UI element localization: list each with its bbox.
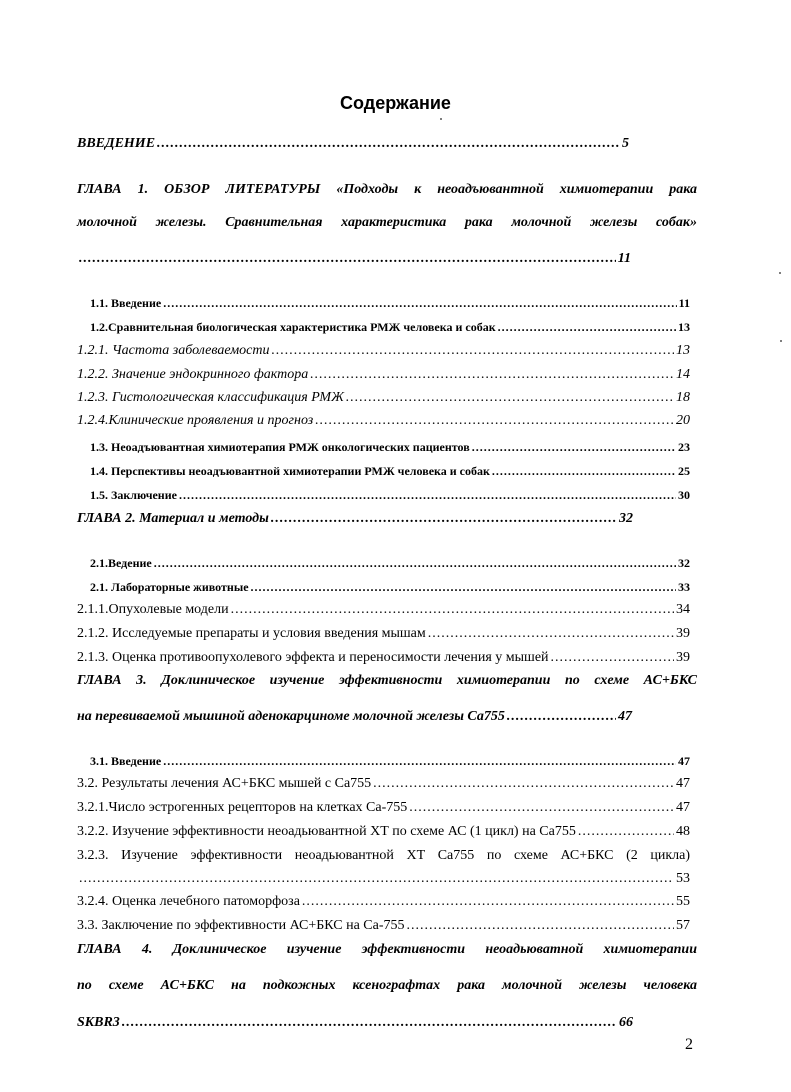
toc-chapter-3-line2[interactable] [77,707,632,727]
toc-entry-page: 66 [619,1015,633,1030]
toc-entry-3-1[interactable] [90,751,690,771]
toc-entry-page: 30 [678,488,690,502]
toc-entry-introduction[interactable] [77,134,629,154]
toc-entry-3-2-1[interactable] [77,798,690,818]
toc-entry-page: 47 [678,754,690,768]
toc-entry-text: 1.2.Сравнительная биологическая характеристика РМЖ человека и собак [90,320,496,334]
toc-entry-page: 14 [676,367,690,382]
dot-leader [271,509,617,529]
toc-entry-1-2-2[interactable] [77,365,690,385]
page-title: Содержание [340,93,451,113]
dot-leader [492,461,676,481]
dot-leader [472,437,676,457]
toc-entry-1-4[interactable] [90,461,690,481]
dot-leader [163,751,676,771]
toc-entry-text: 1.2.1. Частота заболеваемости [77,343,270,358]
dot-leader [498,317,676,337]
toc-entry-1-5[interactable] [90,485,690,505]
toc-chapter-1-line2[interactable]: молочной железы. Сравнительная характеристика рака молочной железы собак» [77,215,697,230]
toc-entry-page: 11 [617,251,631,266]
toc-entry-page: 39 [676,650,690,665]
toc-entry-3-2-2[interactable] [77,822,690,842]
toc-entry-page: 53 [676,871,690,886]
toc-entry-text: 1.3. Неоадъювантная химиотерапия РМЖ онкологических пациентов [90,440,470,454]
toc-chapter-3-line1[interactable]: ГЛАВА 3. Доклиническое изучение эффективности химиотерапии по схеме АС+БКС [77,673,697,688]
dot-leader [578,822,674,842]
toc-entry-text: ВВЕДЕНИЕ [77,136,156,151]
toc-entry-text: 2.1. Лабораторные животные [90,580,249,594]
toc-entry-page: 11 [678,296,690,310]
toc-entry-page: 57 [676,918,690,933]
toc-entry-text: 2.1.3. Оценка противоопухолевого эффекта и переносимости лечения у мышей [77,650,549,665]
toc-entry-text: 1.4. Перспективы неоадъювантной химиотерапии РМЖ человека и собак [90,464,490,478]
page-number: 2 [685,1036,693,1053]
dot-leader [79,869,674,889]
dot-leader [163,293,676,313]
toc-chapter-1-line1[interactable]: ГЛАВА 1. ОБЗОР ЛИТЕРАТУРЫ «Подходы к неоадъювантной химиотерапии рака [77,182,697,197]
toc-chapter-4-line3[interactable] [77,1013,633,1033]
toc-entry-page: 32 [619,511,633,526]
toc-entry-text: 3.1. Введение [90,754,162,768]
toc-entry-page: 5 [622,136,629,151]
toc-entry-page: 55 [676,894,690,909]
toc-entry-2-1-intro[interactable] [90,553,690,573]
toc-entry-text: 3.3. Заключение по эффективности АС+БКС на Са-755 [77,918,405,933]
toc-entry-2-1-2[interactable] [77,624,690,644]
toc-entry-text: SKBR3 [77,1015,120,1030]
scan-speck [779,272,781,274]
toc-entry-page: 48 [676,824,690,839]
dot-leader [551,648,674,668]
toc-chapter-2[interactable] [77,509,633,529]
toc-entry-page: 13 [676,343,690,358]
toc-chapter-4-line1[interactable]: ГЛАВА 4. Доклиническое изучение эффективности неоадьюватной химиотерапии [77,942,697,957]
toc-entry-page: 39 [676,626,690,641]
dot-leader [272,341,675,361]
toc-entry-text: на перевиваемой мышиной аденокарциноме молочной железы Са755 [77,709,505,724]
toc-entry-text: 1.2.2. Значение эндокринного фактора [77,367,309,382]
dot-leader [251,577,676,597]
toc-entry-1-2-4[interactable] [77,411,690,431]
toc-entry-1-3[interactable] [90,437,690,457]
toc-entry-1-2-3[interactable] [77,388,690,408]
scan-speck [440,118,442,120]
toc-entry-text: 3.2. Результаты лечения АС+БКС мышей с Са755 [77,776,372,791]
toc-entry-page: 18 [676,390,690,405]
dot-leader [302,892,674,912]
toc-entry-1-2-1[interactable] [77,341,690,361]
dot-leader [231,600,674,620]
toc-entry-1-2[interactable] [90,317,690,337]
dot-leader [346,388,674,408]
toc-entry-text: ГЛАВА 2. Материал и методы [77,511,269,526]
toc-entry-text: 1.1. Введение [90,296,162,310]
dot-leader [122,1013,617,1033]
toc-entry-text: 1.2.3. Гистологическая классификация РМЖ [77,390,344,405]
toc-entry-page: 32 [678,556,690,570]
toc-entry-page: 25 [678,464,690,478]
toc-entry-2-1-1[interactable] [77,600,690,620]
toc-entry-text: 3.2.2. Изучение эффективности неоадьювантной ХТ по схеме АС (1 цикл) на Са755 [77,824,576,839]
toc-entry-page: 34 [676,602,690,617]
toc-entry-page: 47 [618,709,632,724]
toc-entry-page: 47 [676,776,690,791]
toc-entry-page: 13 [678,320,690,334]
dot-leader [409,798,674,818]
dot-leader [79,249,616,269]
toc-entry-text: 3.2.4. Оценка лечебного патоморфоза [77,894,300,909]
toc-entry-page: 23 [678,440,690,454]
dot-leader [507,707,616,727]
toc-entry-3-2[interactable] [77,774,690,794]
toc-entry-text: 2.1.2. Исследуемые препараты и условия введения мышам [77,626,426,641]
toc-entry-2-1-animals[interactable] [90,577,690,597]
dot-leader [428,624,674,644]
toc-entry-3-3[interactable] [77,916,690,936]
toc-entry-3-2-3-line1[interactable]: 3.2.3. Изучение эффективности неоадьювантной ХТ Са755 по схеме АС+БКС (2 цикла) [77,848,690,863]
scan-speck [780,340,782,342]
toc-entry-text: 1.2.4.Клинические проявления и прогноз [77,413,314,428]
toc-entry-3-2-4[interactable] [77,892,690,912]
dot-leader [157,134,620,154]
toc-entry-text: 1.5. Заключение [90,488,177,502]
toc-entry-text: 2.1.Ведение [90,556,152,570]
toc-entry-1-1[interactable] [90,293,690,313]
dot-leader [373,774,674,794]
toc-entry-page: 20 [676,413,690,428]
toc-entry-text: 3.2.1.Число эстрогенных рецепторов на клетках Са-755 [77,800,408,815]
toc-entry-2-1-3[interactable] [77,648,690,668]
dot-leader [310,365,674,385]
dot-leader [315,411,674,431]
dot-leader [179,485,676,505]
dot-leader [407,916,674,936]
toc-entry-page: 33 [678,580,690,594]
dot-leader [154,553,676,573]
toc-chapter-1-leader[interactable] [77,249,631,269]
toc-entry-text: 2.1.1.Опухолевые модели [77,602,229,617]
toc-chapter-4-line2[interactable]: по схеме АС+БКС на подкожных ксенографтах рака молочной железы человека [77,978,697,993]
toc-entry-3-2-3-leader[interactable] [77,869,690,889]
toc-entry-page: 47 [676,800,690,815]
